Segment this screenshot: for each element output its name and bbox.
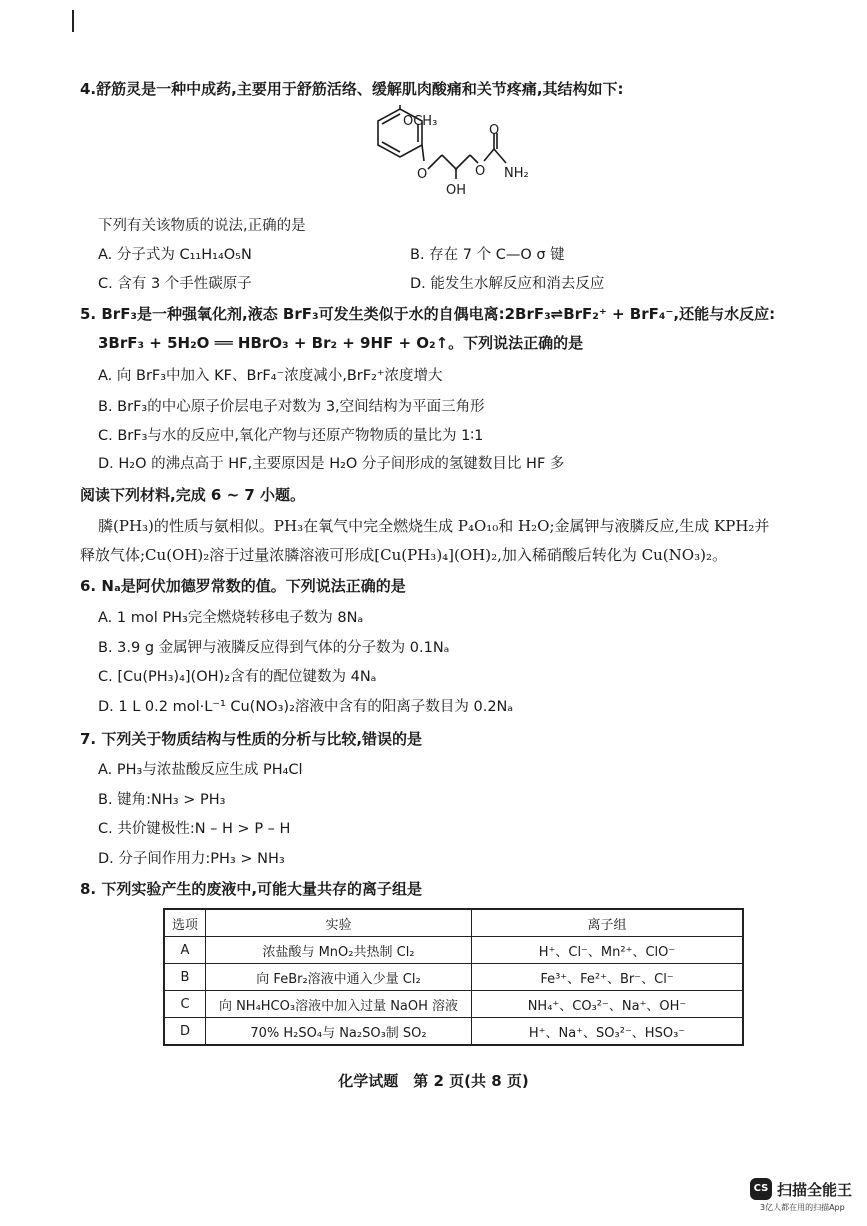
- row-c-experiment: 向 NH₄HCO₃溶液中加入过量 NaOH 溶液: [206, 991, 472, 1018]
- q7-option-b: B. 键角:NH₃ > PH₃: [98, 792, 226, 808]
- table-row: [164, 964, 743, 991]
- q6-option-d: D. 1 L 0.2 mol·L⁻¹ Cu(NO₃)₂溶液中含有的阳离子数目为 0.2Nₐ: [98, 699, 514, 715]
- q7-option-a: A. PH₃与浓盐酸反应生成 PH₄Cl: [98, 762, 303, 778]
- watermark-tagline: 3亿人都在用的扫描App: [760, 1203, 845, 1212]
- q5-stem-line2: 3BrF₃ + 5H₂O ══ HBrO₃ + Br₂ + 9HF + O₂↑。下列说法正确的是: [98, 334, 584, 352]
- q6-option-a: A. 1 mol PH₃完全燃烧转移电子数为 8Nₐ: [98, 610, 364, 626]
- q4-ester-o-label: O: [475, 164, 486, 179]
- q7-option-c: C. 共价键极性:N – H > P – H: [98, 821, 291, 837]
- q8-stem: 8. 下列实验产生的废液中,可能大量共存的离子组是: [80, 880, 423, 898]
- table-row: [164, 991, 743, 1018]
- q4-option-a: A. 分子式为 C₁₁H₁₄O₅N: [98, 247, 252, 263]
- row-a-ions: H⁺、Cl⁻、Mn²⁺、ClO⁻: [472, 937, 744, 964]
- reading-intro: 阅读下列材料,完成 6 ~ 7 小题。: [80, 486, 306, 504]
- q4-ether-o-label: O: [417, 167, 428, 182]
- row-b-experiment: 向 FeBr₂溶液中通入少量 Cl₂: [206, 964, 472, 991]
- row-a-experiment: 浓盐酸与 MnO₂共热制 Cl₂: [206, 937, 472, 964]
- row-b-ions: Fe³⁺、Fe²⁺、Br⁻、Cl⁻: [472, 964, 744, 991]
- q6-stem: 6. Nₐ是阿伏加德罗常数的值。下列说法正确的是: [80, 577, 406, 595]
- row-b-option: B: [164, 964, 206, 991]
- q5-stem-line1: 5. BrF₃是一种强氧化剂,液态 BrF₃可发生类似于水的自偶电离:2BrF₃⇌BrF₂⁺ + BrF₄⁻,还能与水反应:: [80, 305, 776, 323]
- header-experiment: 实验: [206, 909, 472, 937]
- q6-option-c: C. [Cu(PH₃)₄](OH)₂含有的配位键数为 4Nₐ: [98, 669, 377, 685]
- q4-oh-label: OH: [446, 183, 467, 198]
- row-d-ions: H⁺、Na⁺、SO₃²⁻、HSO₃⁻: [472, 1018, 744, 1046]
- page-footer: 化学试题 第 2 页(共 8 页): [338, 1072, 529, 1090]
- header-ion-group: 离子组: [472, 909, 744, 937]
- q4-option-c: C. 含有 3 个手性碳原子: [98, 276, 252, 292]
- q4-option-d: D. 能发生水解反应和消去反应: [410, 276, 605, 292]
- page-margin-mark: [72, 10, 74, 32]
- row-d-experiment: 70% H₂SO₄与 Na₂SO₃制 SO₂: [206, 1018, 472, 1046]
- header-option: 选项: [164, 909, 206, 937]
- q5-option-a: A. 向 BrF₃中加入 KF、BrF₄⁻浓度减小,BrF₂⁺浓度增大: [98, 368, 443, 384]
- camscanner-logo-icon: CS: [750, 1178, 772, 1200]
- row-d-option: D: [164, 1018, 206, 1046]
- q4-nh2-label: NH₂: [504, 166, 529, 181]
- q8-ion-table: [163, 908, 744, 1046]
- q5-option-c: C. BrF₃与水的反应中,氧化产物与还原产物物质的量比为 1∶1: [98, 428, 484, 444]
- q7-stem: 7. 下列关于物质结构与性质的分析与比较,错误的是: [80, 730, 423, 748]
- q4-prompt: 下列有关该物质的说法,正确的是: [98, 218, 306, 234]
- table-row: [164, 1018, 743, 1046]
- row-c-ions: NH₄⁺、CO₃²⁻、Na⁺、OH⁻: [472, 991, 744, 1018]
- row-c-option: C: [164, 991, 206, 1018]
- q4-option-b: B. 存在 7 个 C—O σ 键: [410, 247, 565, 263]
- q4-stem: 4.舒筋灵是一种中成药,主要用于舒筋活络、缓解肌肉酸痛和关节疼痛,其结构如下:: [80, 80, 624, 98]
- q4-och3-label: OCH₃: [403, 114, 438, 129]
- reading-paragraph-line2: 释放气体;Cu(OH)₂溶于过量浓膦溶液可形成[Cu(PH₃)₄](OH)₂,加入稀硝酸后转化为 Cu(NO₃)₂。: [80, 546, 727, 564]
- table-header-row: [164, 909, 743, 937]
- q5-option-b: B. BrF₃的中心原子价层电子对数为 3,空间结构为平面三角形: [98, 399, 485, 415]
- row-a-option: A: [164, 937, 206, 964]
- reading-paragraph-line1: 膦(PH₃)的性质与氨相似。PH₃在氧气中完全燃烧生成 P₄O₁₀和 H₂O;金属钾与液膦反应,生成 KPH₂并: [98, 517, 770, 535]
- watermark-app-name: 扫描全能王: [777, 1181, 853, 1199]
- q4-carbonyl-o-label: O: [489, 123, 500, 138]
- q7-option-d: D. 分子间作用力:PH₃ > NH₃: [98, 851, 285, 867]
- q6-option-b: B. 3.9 g 金属钾与液膦反应得到气体的分子数为 0.1Nₐ: [98, 640, 450, 656]
- q5-option-d: D. H₂O 的沸点高于 HF,主要原因是 H₂O 分子间形成的氢键数目比 HF 多: [98, 456, 565, 472]
- table-row: [164, 937, 743, 964]
